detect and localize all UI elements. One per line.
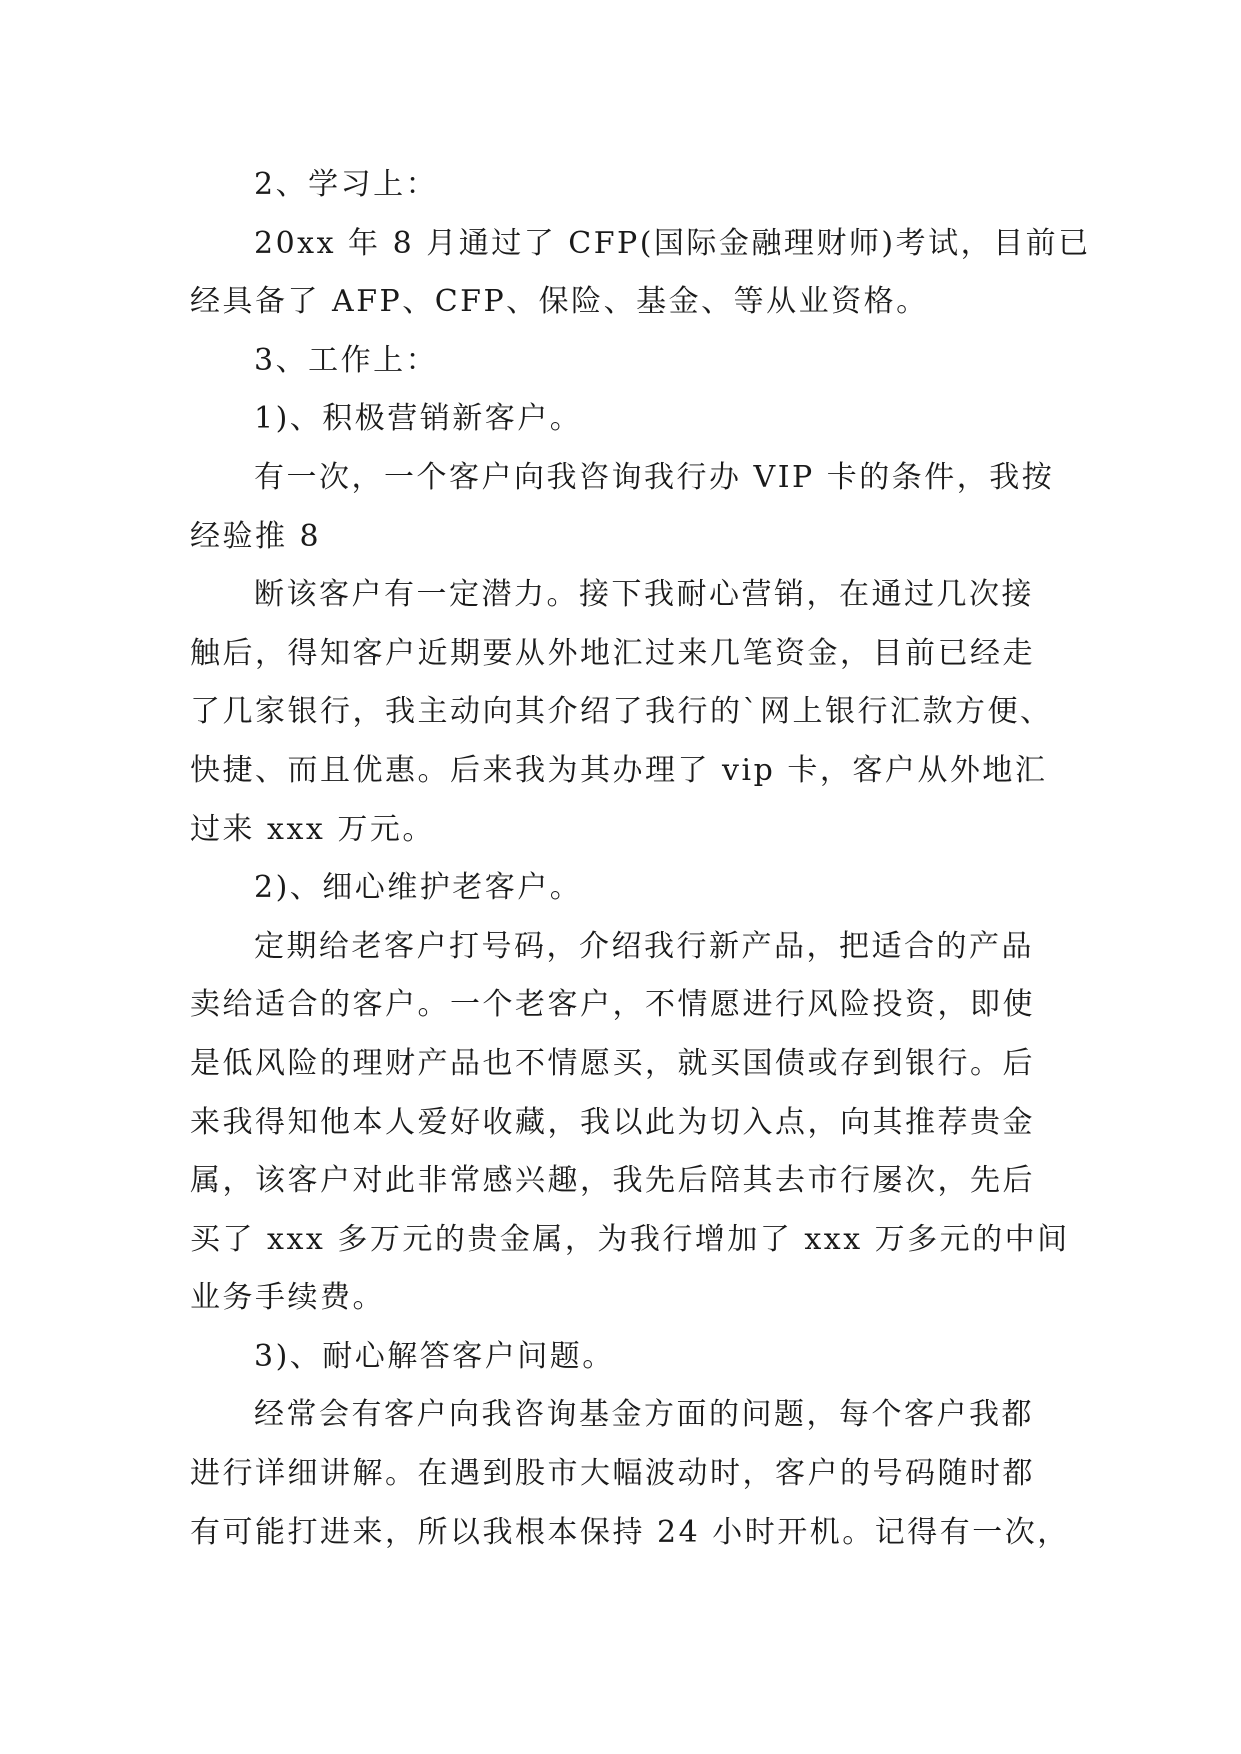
text-line: 触后，得知客户近期要从外地汇过来几笔资金，目前已经走 [190,635,1035,671]
subheading-customer-questions: 3)、耐心解答客户问题。 [254,1338,615,1374]
text-line: 了几家银行，我主动向其介绍了我行的`网上银行汇款方便、 [190,694,1053,730]
text-line: 进行详细讲解。在遇到股市大幅波动时，客户的号码随时都 [190,1456,1035,1492]
text-line: 业务手续费。 [190,1280,385,1316]
text-line: 过来 xxx 万元。 [190,811,435,847]
text-line: 有一次，一个客户向我咨询我行办 VIP 卡的条件，我按 [254,459,1055,495]
text-line: 经常会有客户向我咨询基金方面的问题，每个客户我都 [254,1397,1034,1433]
text-line: 经验推 8 [190,518,322,554]
subheading-new-customers: 1)、积极营销新客户。 [254,401,583,437]
paragraph-heading-study: 2、学习上： [254,167,439,202]
document-body [190,156,1091,1562]
text-line: 快捷、而且优惠。后来我为其办理了 vip 卡，客户从外地汇 [190,752,1048,788]
text-line: 买了 xxx 多万元的贵金属，为我行增加了 xxx 万多元的中间 [190,1221,1070,1257]
text-line: 属，该客户对此非常感兴趣，我先后陪其去市行屡次，先后 [190,1163,1035,1199]
paragraph-heading-work: 3、工作上： [254,342,439,378]
text-line: 定期给老客户打号码，介绍我行新产品，把适合的产品 [254,928,1034,964]
text-line: 是低风险的理财产品也不情愿买，就买国债或存到银行。后 [190,1045,1035,1081]
text-line: 卖给适合的客户。一个老客户，不情愿进行风险投资，即使 [190,987,1035,1023]
text-line: 20xx 年 8 月通过了 CFP(国际金融理财师)考试，目前已 [254,225,1091,261]
text-line: 来我得知他本人爱好收藏，我以此为切入点，向其推荐贵金 [190,1104,1035,1140]
text-line: 有可能打进来，所以我根本保持 24 小时开机。记得有一次， [190,1514,1070,1550]
text-line: 断该客户有一定潜力。接下我耐心营销，在通过几次接 [254,577,1034,613]
subheading-old-customers: 2)、细心维护老客户。 [254,870,583,906]
text-line: 经具备了 AFP、CFP、保险、基金、等从业资格。 [190,284,929,320]
